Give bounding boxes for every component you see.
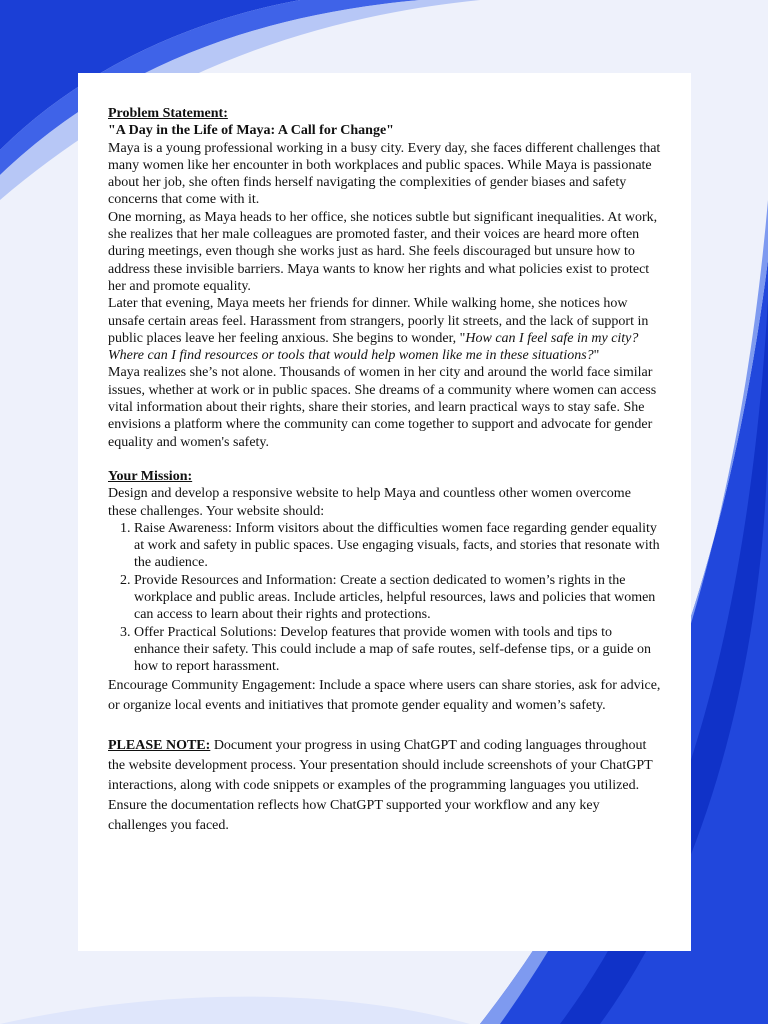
mission-intro: Design and develop a responsive website to help Maya and countless other women overcome these challenges. Your website should: [108,486,631,519]
mission-heading: Your Mission: [108,468,193,484]
document-title: "A Day in the Life of Maya: A Call for Change" [108,123,394,139]
paragraph-community-dream: Maya realizes she’s not alone. Thousands of women in her city and around the world face similar issues, whether at work or in public spaces. She dreams of a community where women can access vital information about their rights, share their stories, and learn practical ways to stay safe. She envisions a platform where the community can come together to support and advocate for gender equality and women's safety. [108,365,657,450]
paragraph-evening [108,295,661,364]
please-note [108,736,661,836]
please-note-label: PLEASE NOTE: [108,737,211,753]
paragraph-evening-text: Later that evening, Maya meets her friends for dinner. While walking home, she notices how unsafe certain areas feel. Harassment from strangers, poorly lit streets, and the lack of support in public places leave her feeling anxious. She begins to wonder, " [108,296,649,346]
mission-item-resources: 2. Provide Resources and Information: Create a section dedicated to women’s rights in the workplace and public areas. Include articles, helpful resources, laws and policies that women can access to learn about their rights and protections. [134,572,661,624]
mission-item-solutions: 3. Offer Practical Solutions: Develop features that provide women with tools and tips to enhance their safety. This could include a map of safe routes, self-defense tips, or a guide on how to report harassment. [134,624,661,676]
maya-quote: How can I feel safe in my city? Where can I find resources or tools that would help women like me in these situations? [108,330,639,364]
please-note-text: Document your progress in using ChatGPT and coding languages throughout the website development process. Your presentation should include screenshots of your ChatGPT interactions, along with code snippets or examples of the programming languages you utilized. Ensure the documentation reflects how ChatGPT supported your workflow and any key challenges you faced. [108,737,653,833]
paragraph-work: One morning, as Maya heads to her office, she notices subtle but significant inequalities. At work, she realizes that her male colleagues are promoted faster, and their voices are heard more often during meetings, even though she works just as hard. She feels discouraged but unsure how to address these invisible barriers. Maya wants to know her rights and what policies exist to protect her and promote equality. [108,209,658,294]
problem-heading: Problem Statement: [108,106,228,121]
mission-item-awareness: 1. Raise Awareness: Inform visitors about the difficulties women face regarding gender equality at work and safety in public spaces. Use engaging visuals, facts, and stories that resonate with the audience. [134,520,661,572]
document-page [78,73,691,951]
quote-close: " [593,348,600,364]
mission-list [108,520,661,676]
paragraph-intro: Maya is a young professional working in a busy city. Every day, she faces different challenges that many women like her encounter in both workplaces and public spaces. While Maya is passionate about her job, she often finds herself navigating the complexities of gender biases and safety concerns that come with it. [108,140,661,208]
community-engagement: Encourage Community Engagement: Include a space where users can share stories, ask for advice, or organize local events and initiatives that promote gender equality and women’s safety. [108,677,661,713]
